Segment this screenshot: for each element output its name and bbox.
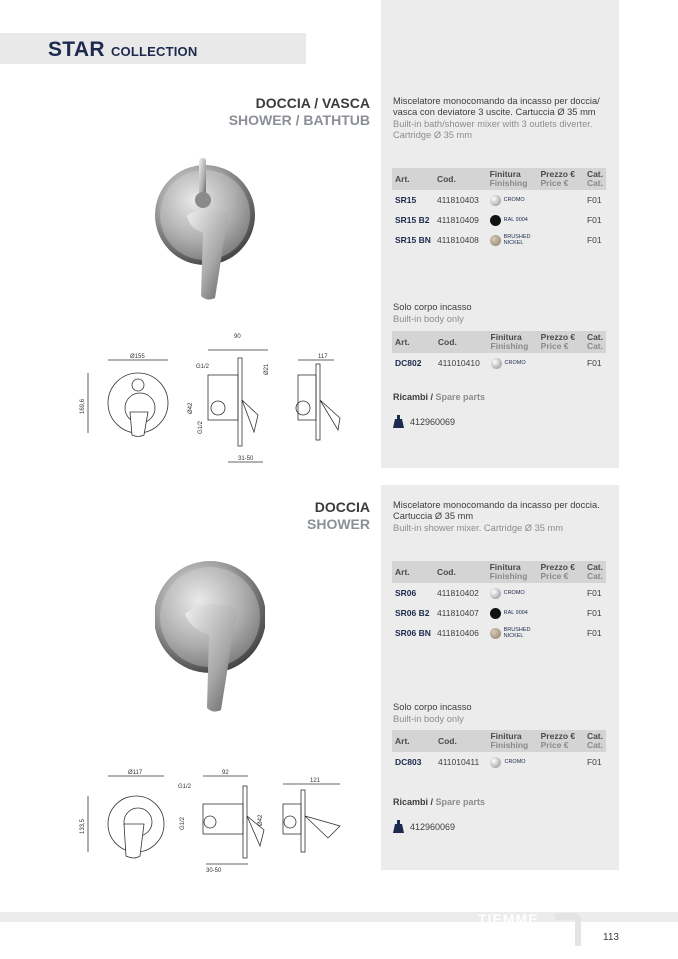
section-2-title [307,499,370,533]
brand-name: STAR [48,38,105,61]
svg-text:133,5: 133,5 [80,818,86,834]
svg-text:Ø42: Ø42 [258,814,264,826]
svg-text:Ø42: Ø42 [188,402,194,414]
col-art: Art. [392,168,434,190]
svg-text:G1/2: G1/2 [196,364,210,370]
chrome-swatch-icon [490,588,501,599]
cartridge-icon [393,820,404,833]
svg-text:Ø155: Ø155 [130,354,145,360]
table-row: SR15 B2 411810409 RAL 9004 F01 [395,215,602,225]
table-row: DC802 411010410 CROMO F01 [395,358,602,368]
nickel-swatch-icon [490,235,501,246]
chrome-swatch-icon [491,358,502,369]
table-row: DC803 411010411 CROMO F01 [395,757,602,767]
chrome-swatch-icon [490,195,501,206]
product-image-sr15 [155,150,265,310]
section-2-spare-part: 412960069 [393,820,455,833]
pipe-decoration-icon [555,912,585,946]
svg-text:121: 121 [310,778,321,784]
section-1-desc-it: Miscelatore monocomando da incasso per doccia/ vasca con deviatore 3 uscite. Cartuccia Ø 35 mm [393,96,600,117]
svg-text:G1/2: G1/2 [180,816,186,830]
section-2-title-en: SHOWER [307,516,370,532]
section-1-spare-title: Ricambi / Spare parts [393,392,486,402]
col-cod: Cod. [434,168,487,190]
svg-text:Ø21: Ø21 [264,363,270,375]
section-1-spare-part: 412960069 [393,415,455,428]
section-1-title-en: SHOWER / BATHTUB [228,112,370,128]
brand-sub: COLLECTION [110,44,198,59]
col-cat: Cat. Cat. [584,168,606,190]
collection-title [48,38,197,62]
section-1-body-table: Art. Cod. Finitura Finishing Prezzo € Price € Cat. Cat. DC802 411010410 CROMO F01 [392,331,606,373]
nickel-swatch-icon [490,628,501,639]
svg-text:30-50: 30-50 [206,868,222,874]
section-2-spare-title: Ricambi / Spare parts [393,797,486,807]
table-row: SR06 411810402 CROMO F01 [395,588,602,598]
section-1-body-label: Solo corpo incasso Built-in body only [393,302,472,324]
section-2-desc-en: Built-in shower mixer. Cartridge Ø 35 mm [393,523,563,534]
product-image-sr06 [155,552,265,717]
svg-text:92: 92 [222,770,229,776]
table-row: SR15 BN 411810408 BRUSHED NICKEL F01 [395,234,602,246]
section-2-description [393,500,615,534]
black-swatch-icon [490,215,501,226]
section-2-body-label: Solo corpo incasso Built-in body only [393,702,472,724]
table-row: SR15 411810403 CROMO F01 [395,195,602,205]
table-row: SR06 B2 411810407 RAL 9004 F01 [395,608,602,618]
section-2-panel [381,485,619,870]
technical-drawing-1 [78,330,368,470]
technical-drawing-2 [78,766,368,876]
section-1-title [229,95,370,129]
page-number: 113 [603,932,619,943]
black-swatch-icon [490,608,501,619]
svg-text:G1/2: G1/2 [198,420,204,434]
section-1-desc-en: Built-in bath/shower mixer with 3 outlets diverter. Cartridge Ø 35 mm [393,119,593,140]
svg-text:G1/2: G1/2 [178,784,192,790]
section-1-title-it: DOCCIA / VASCA [255,95,370,111]
col-price: Prezzo € Price € [538,168,584,190]
svg-text:169,6: 169,6 [80,398,86,414]
section-2-title-it: DOCCIA [314,499,370,515]
section-2-table: Art. Cod. Finitura Finishing Prezzo € Price € Cat. Cat. SR06 411810402 CROMO F01 SR06 B2 411810407 RAL 9004 F01 SR06 BN 411810406 BRUSHED NICKEL F01 [392,561,606,643]
footer-logo: TIEMME [478,911,539,927]
section-2-body-table: Art. Cod. Finitura Finishing Prezzo € Price € Cat. Cat. DC803 411010411 CROMO F01 [392,730,606,772]
cartridge-icon [393,415,404,428]
svg-text:31-50: 31-50 [238,456,254,462]
svg-text:117: 117 [318,354,328,360]
table-row: SR06 BN 411810406 BRUSHED NICKEL F01 [395,627,602,639]
svg-text:90: 90 [234,334,241,340]
section-2-desc-it: Miscelatore monocomando da incasso per doccia. Cartuccia Ø 35 mm [393,500,600,521]
chrome-swatch-icon [490,757,501,768]
section-1-table [392,168,606,250]
col-fin: Finitura Finishing [487,168,538,190]
svg-text:Ø117: Ø117 [128,770,143,776]
section-1-description [393,96,615,140]
